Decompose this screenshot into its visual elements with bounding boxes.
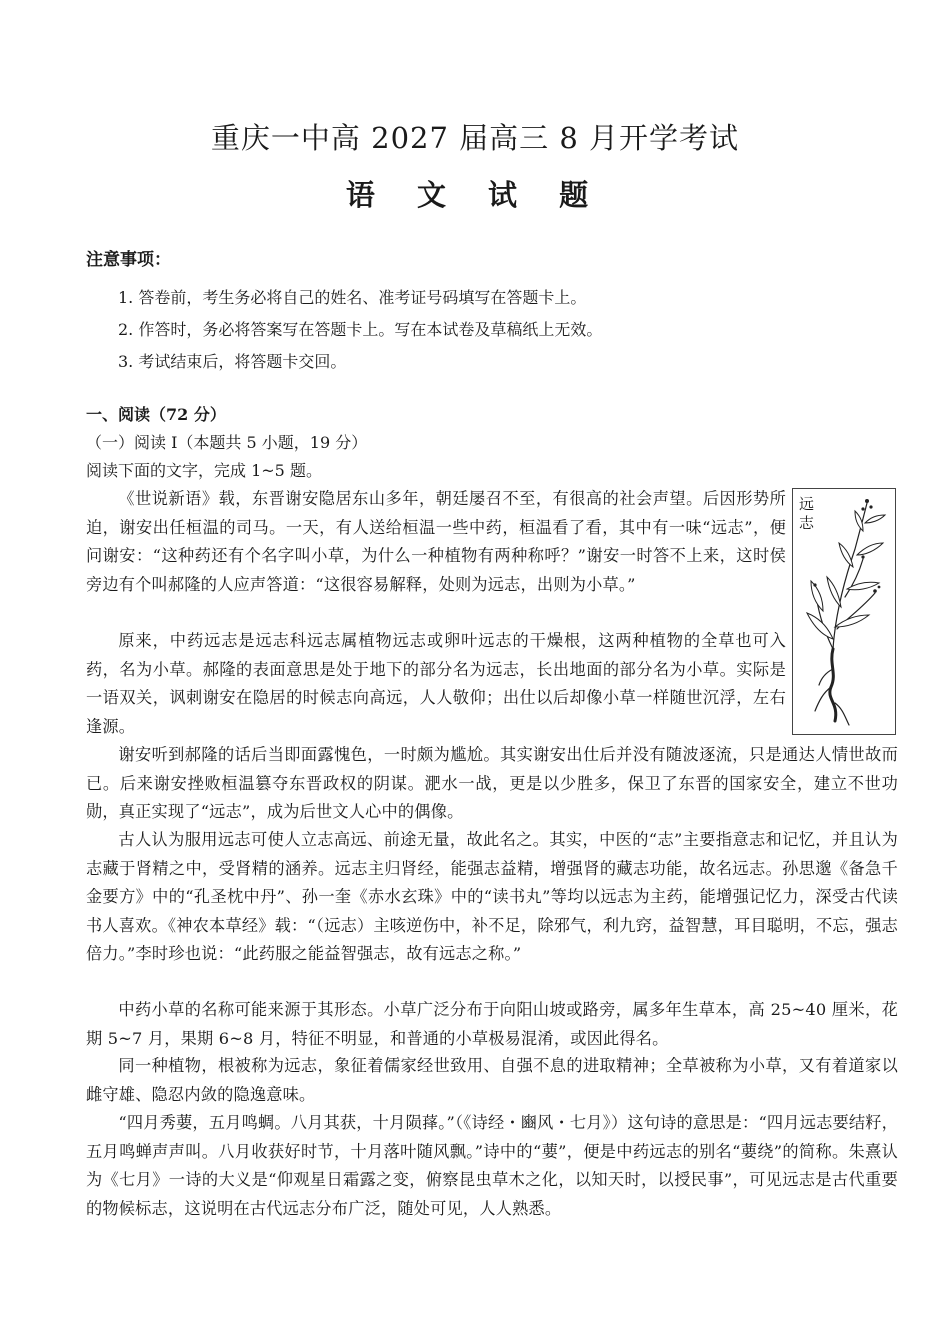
notice-list bbox=[118, 282, 878, 378]
passage-paragraph-2: 原来，中药远志是远志科远志属植物远志或卵叶远志的干燥根，这两种植物的全草也可入药，名为小草。郝隆的表面意思是处于地下的部分名为远志，长出地面的部分名为小草。实际是一语双关，讽刺谢安在隐居的时候志向高远，人人敬仰；出仕以后却像小草一样随世沉浮，左右逢源。 bbox=[86, 631, 786, 736]
sub-section-heading: （一）阅读 I（本题共 5 小题，19 分） bbox=[86, 433, 368, 452]
passage-paragraph-5: 中药小草的名称可能来源于其形态。小草广泛分布于向阳山坡或路旁，属多年生草本，高 25~40 厘米，花期 5~7 月，果期 6~8 月，特征不明显，和普通的小草极易混淆，或因此得名。 bbox=[86, 1000, 899, 1048]
notice-item: 1. 答卷前，考生务必将自己的姓名、准考证号码填写在答题卡上。 bbox=[118, 288, 587, 307]
passage-paragraph-4: 古人认为服用远志可使人立志高远、前途无量，故此名之。其实，中医的“志”主要指意志和记忆，并且认为志藏于肾精之中，受肾精的涵养。远志主归肾经，能强志益精，增强肾的藏志功能，故名远志。孙思邈《备急千金要方》中的“孔圣枕中丹”、孙一奎《赤水玄珠》中的“读书丸”等均以远志为主药，能增强记忆力，深受古代读书人喜欢。《神农本草经》载：“（远志）主咳逆伤中，补不足，除邪气，利九窍，益智慧，耳目聪明，不忘，强志倍力。”李时珍也说：“此药服之能益智强志，故有远志之称。” bbox=[86, 830, 898, 963]
notice-heading: 注意事项： bbox=[86, 250, 171, 270]
reading-instruction: 阅读下面的文字，完成 1~5 题。 bbox=[86, 461, 322, 480]
subject-title: 语 文 试 题 bbox=[345, 178, 605, 212]
passage-paragraph-3: 谢安听到郝隆的话后当即面露愧色，一时颇为尴尬。其实谢安出仕后并没有随波逐流，只是通达人情世故而已。后来谢安挫败桓温篡夺东晋政权的阴谋。淝水一战，更是以少胜多，保卫了东晋的国家安全，建立不世功勋，真正实现了“远志”，成为后世文人心中的偶像。 bbox=[86, 745, 898, 821]
exam-title: 重庆一中高 2027 届高三 8 月开学考试 bbox=[210, 121, 740, 155]
passage-paragraph-1: 《世说新语》载，东晋谢安隐居东山多年，朝廷屡召不至，有很高的社会声望。后因形势所迫，谢安出任桓温的司马。一天，有人送给桓温一些中药，桓温看了看，其中有一味“远志”，便问谢安：“这种药还有个名字叫小草，为什么一种植物有两种称呼？”谢安一时答不上来，这时侯旁边有个叫郝隆的人应声答道：“这很容易解释，处则为远志，出则为小草。” bbox=[86, 489, 786, 594]
section-heading: 一、阅读（72 分） bbox=[86, 405, 226, 424]
yuanzhi-plant-illustration bbox=[793, 489, 897, 736]
passage-paragraph-7: “四月秀葽，五月鸣蜩。八月其获，十月陨萚。”（《诗经・豳风・七月》）这句诗的意思是：“四月远志要结籽，五月鸣蝉声声叫。八月收获好时节，十月落叶随风飘。”诗中的“葽”，便是中药远志的别名“葽绕”的简称。朱熹认为《七月》一诗的大义是“仰观星日霜露之变，俯察昆虫草木之化，以知天时，以授民事”，可见远志是古代重要的物候标志，这说明在古代远志分布广泛，随处可见，人人熟悉。 bbox=[86, 1113, 899, 1218]
plant-illustration-figure bbox=[792, 488, 896, 735]
notice-item: 2. 作答时，务必将答案写在答题卡上。写在本试卷及草稿纸上无效。 bbox=[118, 320, 603, 339]
notice-item: 3. 考试结束后，将答题卡交回。 bbox=[118, 352, 347, 371]
figure-label: 远志 bbox=[799, 495, 815, 532]
passage-paragraph-6: 同一种植物，根被称为远志，象征着儒家经世致用、自强不息的进取精神；全草被称为小草，又有着道家以雌守雄、隐忍内敛的隐逸意味。 bbox=[86, 1056, 898, 1104]
